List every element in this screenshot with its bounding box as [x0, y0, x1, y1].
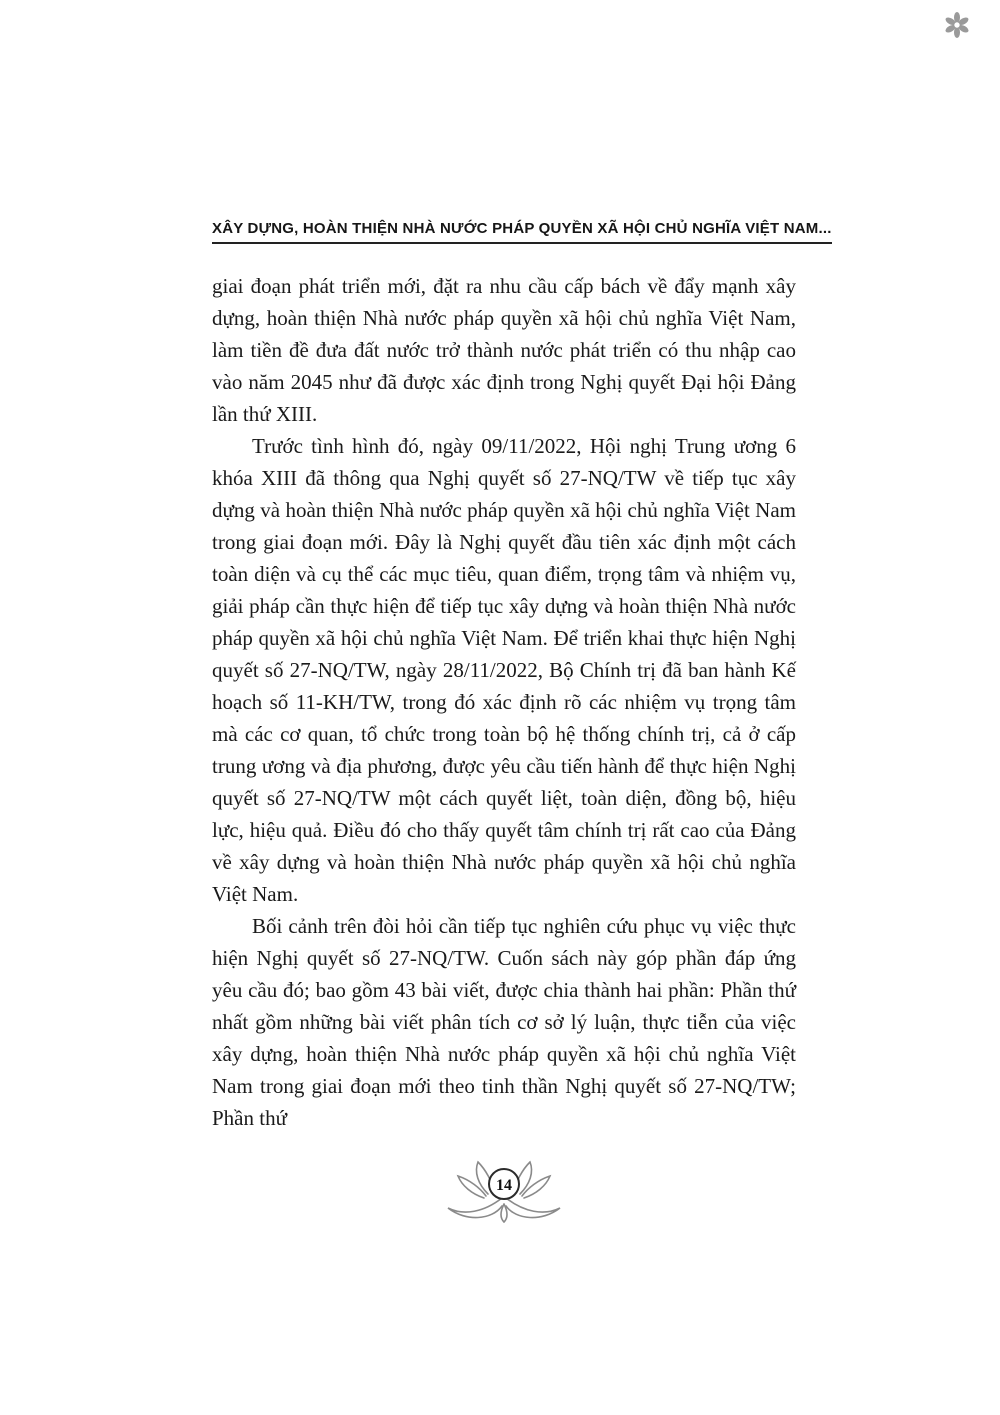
- page-content: [212, 220, 832, 1134]
- florette-icon: [944, 12, 970, 38]
- running-header-text: XÂY DỰNG, HOÀN THIỆN NHÀ NƯỚC PHÁP QUYỀN XÃ HỘI CHỦ NGHĨA VIỆT NAM...: [212, 220, 832, 244]
- paragraph: Bối cảnh trên đòi hỏi cần tiếp tục nghiên cứu phục vụ việc thực hiện Nghị quyết số 27-NQ/TW. Cuốn sách này góp phần đáp ứng yêu cầu đó; bao gồm 43 bài viết, được chia thành hai phần: Phần thứ nhất gồm những bài viết phân tích cơ sở lý luận, thực tiễn của việc xây dựng, hoàn thiện Nhà nước pháp quyền xã hội chủ nghĩa Việt Nam trong giai đoạn mới theo tinh thần Nghị quyết số 27-NQ/TW; Phần thứ: [212, 914, 796, 1130]
- paragraph: Trước tình hình đó, ngày 09/11/2022, Hội nghị Trung ương 6 khóa XIII đã thông qua Nghị quyết số 27-NQ/TW về tiếp tục xây dựng và hoàn thiện Nhà nước pháp quyền xã hội chủ nghĩa Việt Nam trong giai đoạn mới. Đây là Nghị quyết đầu tiên xác định một cách toàn diện và cụ thể các mục tiêu, quan điểm, trọng tâm và nhiệm vụ, giải pháp cần thực hiện để tiếp tục xây dựng và hoàn thiện Nhà nước pháp quyền xã hội chủ nghĩa Việt Nam. Để triển khai thực hiện Nghị quyết số 27-NQ/TW, ngày 28/11/2022, Bộ Chính trị đã ban hành Kế hoạch số 11-KH/TW, trong đó xác định rõ các nhiệm vụ trọng tâm mà các cơ quan, tổ chức trong toàn bộ hệ thống chính trị, cả ở cấp trung ương và địa phương, được yêu cầu tiến hành để thực hiện Nghị quyết số 27-NQ/TW một cách quyết liệt, toàn diện, đồng bộ, hiệu lực, hiệu quả. Điều đó cho thấy quyết tâm chính trị rất cao của Đảng về xây dựng và hoàn thiện Nhà nước pháp quyền xã hội chủ nghĩa Việt Nam.: [212, 434, 796, 906]
- paragraph-continuation: giai đoạn phát triển mới, đặt ra nhu cầu cấp bách về đẩy mạnh xây dựng, hoàn thiện Nhà nước pháp quyền xã hội chủ nghĩa Việt Nam, làm tiền đề đưa đất nước trở thành nước phát triển có thu nhập cao vào năm 2045 như đã được xác định trong Nghị quyết Đại hội Đảng lần thứ XIII.: [212, 274, 796, 426]
- page-footer: [212, 1158, 796, 1229]
- running-header: [212, 220, 832, 244]
- page-number: 14: [496, 1177, 512, 1194]
- lotus-ornament-icon: [444, 1158, 564, 1224]
- body-text: [212, 270, 796, 1134]
